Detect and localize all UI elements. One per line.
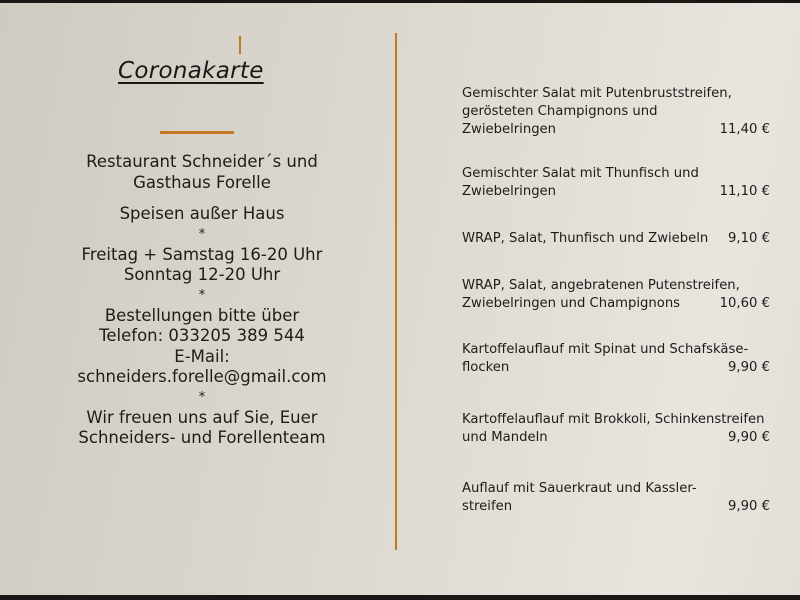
menu-item xyxy=(462,277,772,313)
restaurant-name-line2: Gasthaus Forelle xyxy=(133,172,271,192)
email-label: E-Mail: xyxy=(174,346,230,366)
item-price: 11,40 € xyxy=(719,122,770,137)
separator-asterisk: * xyxy=(198,389,206,405)
item-description: Kartoffelauflauf mit Brokkoli, Schinkenstreifen xyxy=(462,412,765,427)
restaurant-name-line1: Restaurant Schneider´s und xyxy=(86,152,318,171)
item-description: Zwiebelringen xyxy=(462,122,557,137)
item-description: Kartoffelauflauf mit Spinat und Schafskäse- xyxy=(462,342,749,357)
item-price: 9,90 € xyxy=(728,430,770,445)
separator-asterisk: * xyxy=(198,287,206,303)
menu-title: Coronakarte xyxy=(118,58,264,84)
phone-number: Telefon: 033205 389 544 xyxy=(99,326,305,345)
service-type: Speisen außer Haus xyxy=(119,204,285,223)
item-price: 10,60 € xyxy=(719,296,770,311)
order-instructions: Bestellungen bitte über xyxy=(104,305,300,325)
item-description: Auflauf mit Sauerkraut und Kassler- xyxy=(462,481,697,496)
menu-item xyxy=(462,165,772,201)
column-divider xyxy=(395,33,397,550)
item-description: WRAP, Salat, angebratenen Putenstreifen, xyxy=(462,278,740,293)
item-description: flocken xyxy=(462,360,510,375)
item-description: gerösteten Champignons und xyxy=(462,104,658,119)
item-description: WRAP, Salat, Thunfisch und Zwiebeln xyxy=(462,231,709,246)
opening-hours-sunday: Sonntag 12-20 Uhr xyxy=(123,265,281,284)
menu-item xyxy=(462,230,772,248)
item-price: 11,10 € xyxy=(719,184,770,199)
item-description: Zwiebelringen xyxy=(462,184,557,199)
item-price: 9,90 € xyxy=(728,360,770,375)
menu-page xyxy=(0,3,800,595)
menu-item xyxy=(462,411,772,447)
closing-line2: Schneiders- und Forellenteam xyxy=(78,428,326,447)
item-price: 9,90 € xyxy=(728,499,770,514)
restaurant-info xyxy=(52,152,352,449)
item-description: und Mandeln xyxy=(462,430,548,445)
accent-tick-decoration xyxy=(239,36,241,54)
opening-hours-weekend: Freitag + Samstag 16-20 Uhr xyxy=(81,244,323,264)
item-description: Zwiebelringen und Champignons xyxy=(462,296,681,311)
item-description: Gemischter Salat mit Putenbruststreifen, xyxy=(462,86,732,101)
item-description: streifen xyxy=(462,499,513,514)
item-description: Gemischter Salat mit Thunfisch und xyxy=(462,166,699,181)
item-price: 9,10 € xyxy=(728,231,770,246)
accent-underline-decoration xyxy=(160,131,234,134)
menu-item xyxy=(462,85,772,139)
closing-line1: Wir freuen uns auf Sie, Euer xyxy=(86,407,318,427)
separator-asterisk: * xyxy=(198,226,206,242)
email-address: schneiders.forelle@gmail.com xyxy=(77,367,327,386)
menu-item xyxy=(462,480,772,516)
menu-item xyxy=(462,341,772,377)
